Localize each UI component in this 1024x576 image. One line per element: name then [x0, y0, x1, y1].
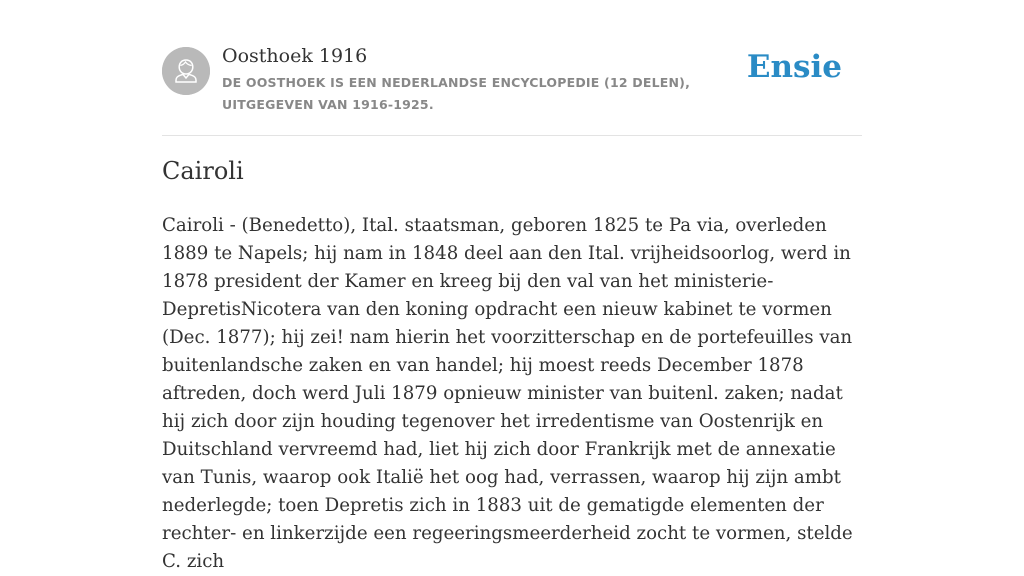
article-body: Cairoli - (Benedetto), Ital. staatsman, geboren 1825 te Pa via, overleden 1889 te Napels; hij nam in 1848 deel aan den Ital. vrijheidsoorlog, werd in 1878 president der Kamer en kreeg bij den val van het ministerie-DepretisNicotera van den koning opdracht een nieuw kabinet te vormen (Dec. 1877); hij zei! nam hierin het voorzitterschap en de portefeuilles van buitenlandsche zaken en van handel; hij moest reeds December 1878 aftreden, doch werd Juli 1879 opnieuw minister van buitenl. zaken; nadat hij zich door zijn houding tegenover het irredentisme van Oostenrijk en Duitschland vervreemd had, liet hij zich door Frankrijk met de annexatie van Tunis, waarop ook Italië het oog had, verrassen, waarop hij zijn ambt nederlegde; toen Depretis zich in 1883 uit de gematigde elementen der rechter- en linkerzijde een regeeringsmeerderheid zocht te vormen, stelde C. zich — [162, 215, 853, 572]
user-avatar-icon[interactable] — [162, 47, 210, 95]
ensie-logo[interactable]: Ensie — [746, 49, 842, 85]
user-silhouette-icon — [162, 47, 210, 95]
source-header — [162, 44, 862, 116]
source-title[interactable]: Oosthoek 1916 — [222, 45, 368, 67]
source-description: DE OOSTHOEK IS EEN NEDERLANDSE ENCYCLOPEDIE (12 DELEN), UITGEGEVEN VAN 1916-1925. — [222, 75, 691, 112]
article-title: Cairoli — [162, 157, 244, 185]
header-divider — [162, 135, 862, 136]
